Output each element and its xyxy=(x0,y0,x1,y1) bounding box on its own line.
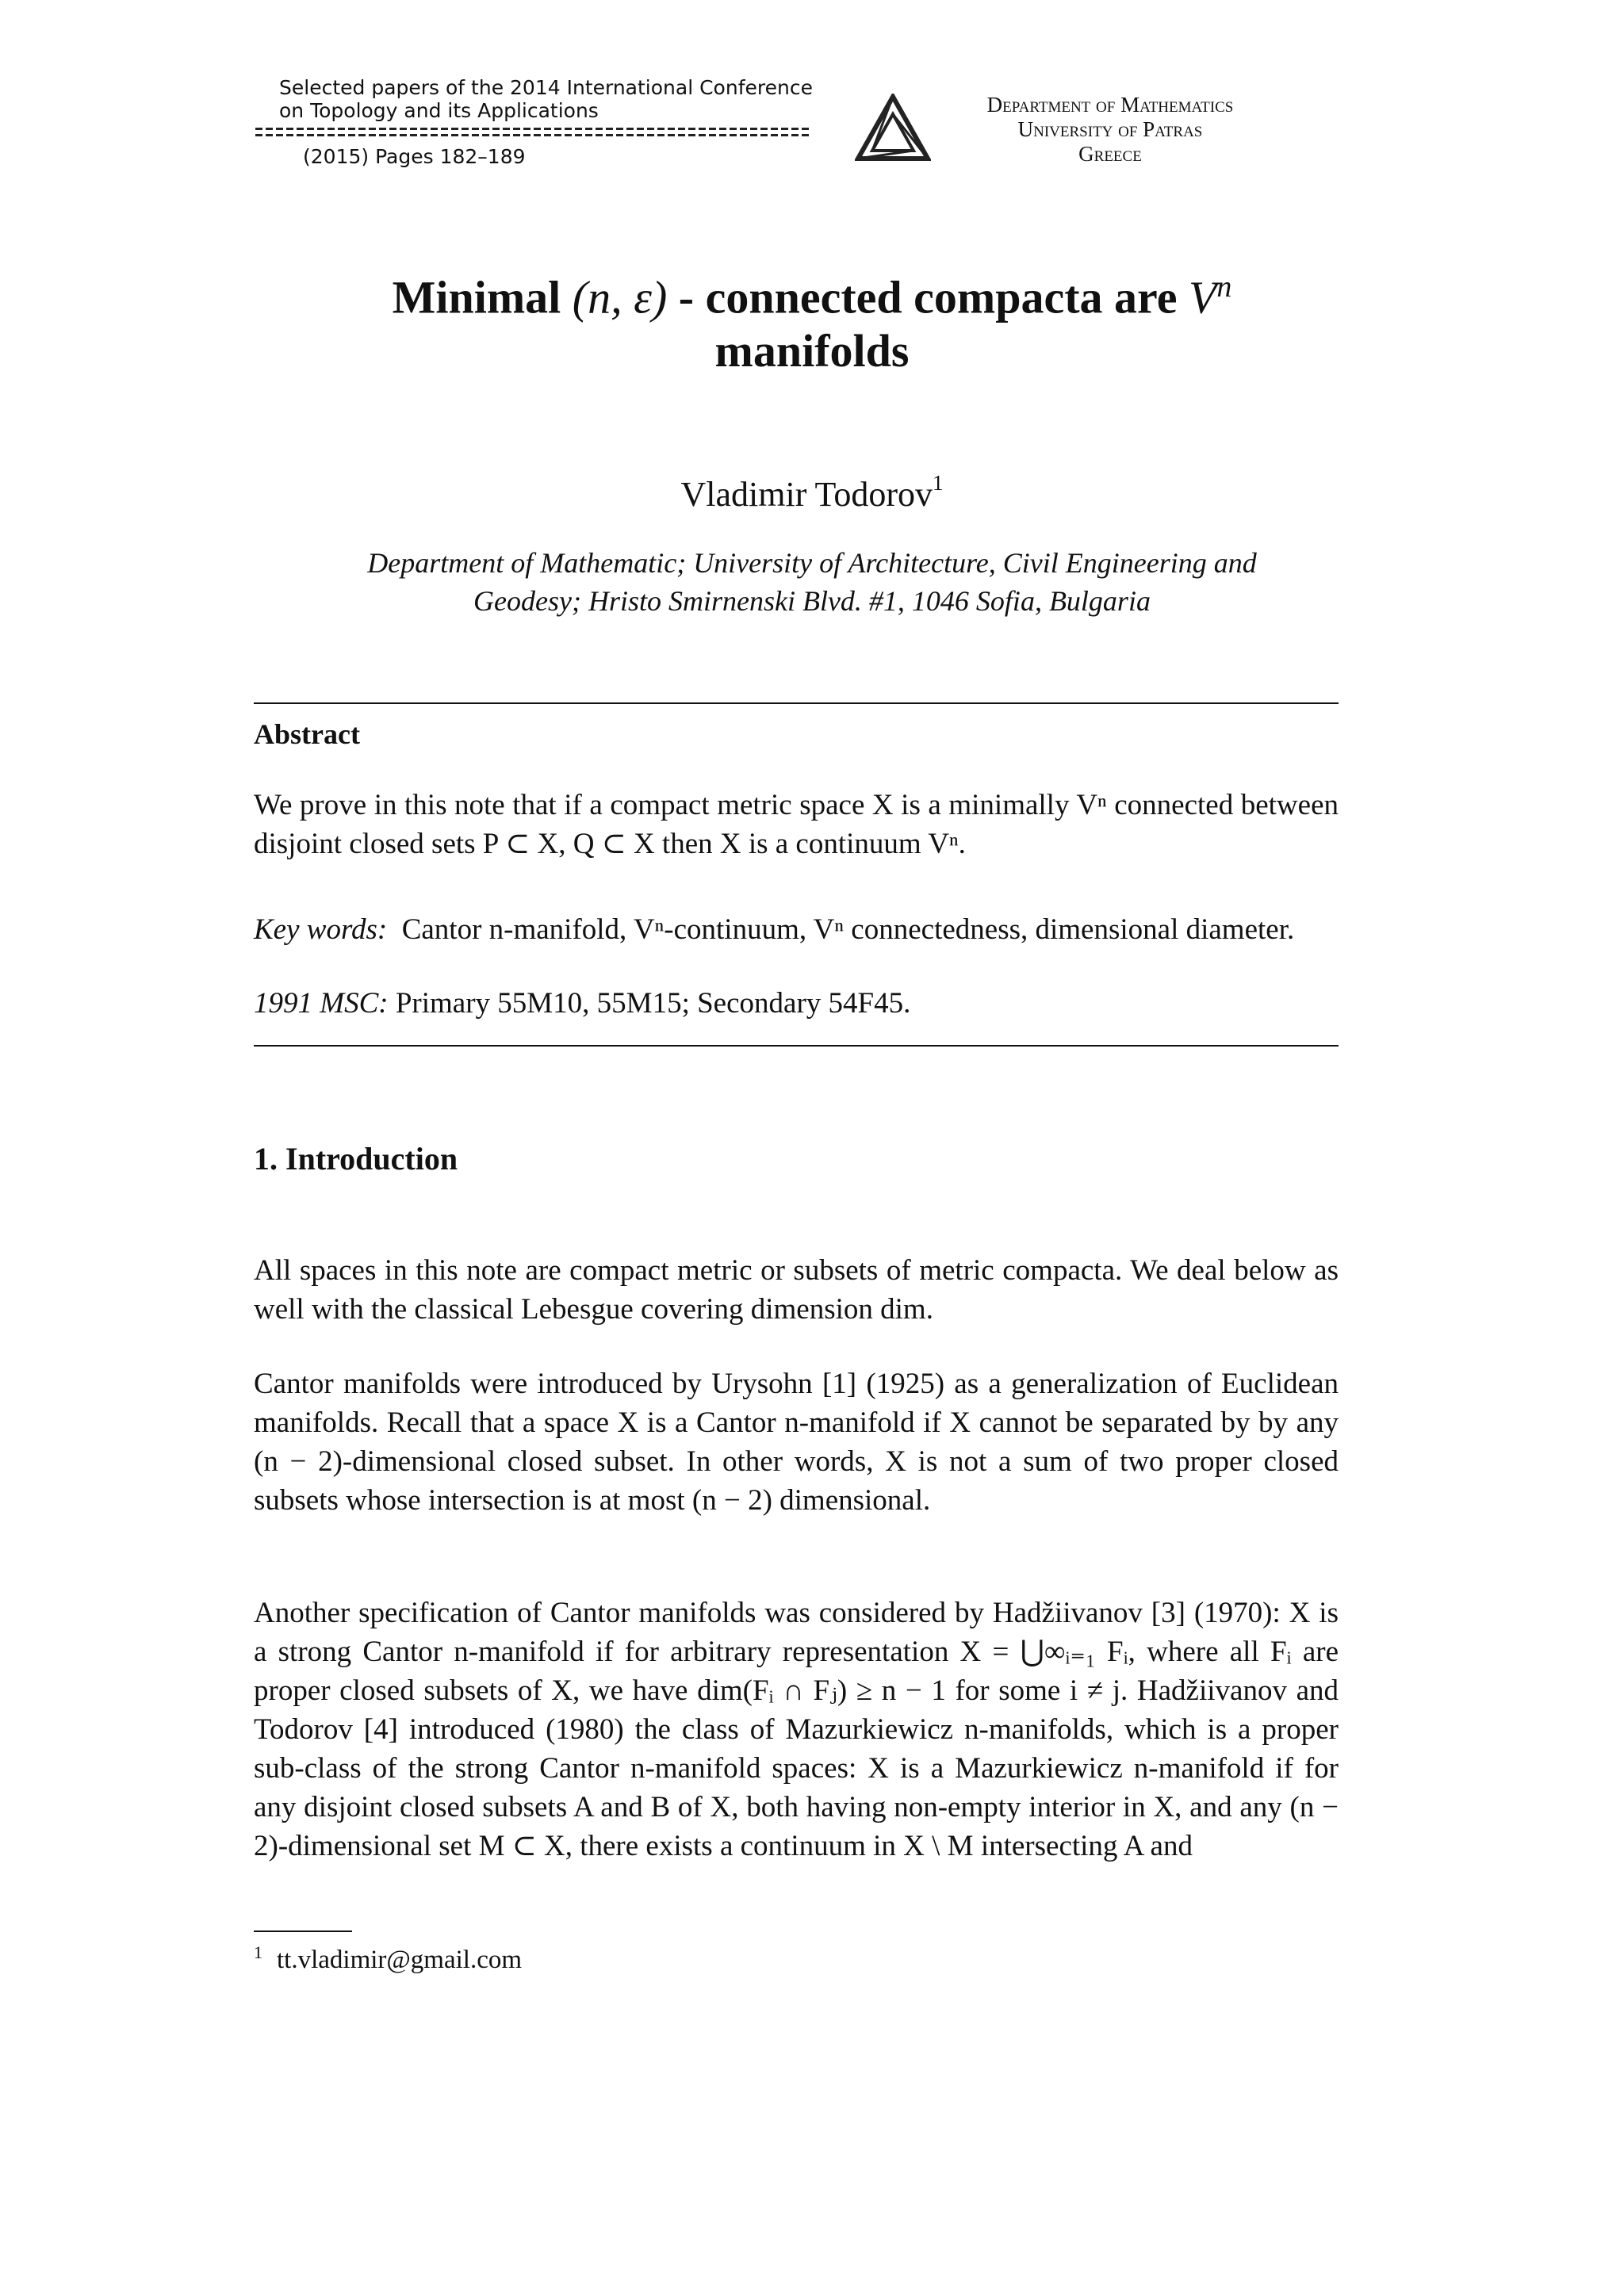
footnote-rule xyxy=(254,1931,352,1932)
conference-pages: (2015) Pages 182–189 xyxy=(303,145,526,168)
paper-title-line-2: manifolds xyxy=(714,325,910,377)
department-line-3: Greece xyxy=(1078,142,1142,166)
intro-paragraph-1: All spaces in this note are compact metric or subsets of metric compacta. We deal below as well with the classical Lebesgue covering dimension dim. xyxy=(254,1254,1339,1326)
msc-classification: 1991 MSC: Primary 55M10, 55M15; Secondary 54F45. xyxy=(254,987,911,1020)
author-affiliation: Department of Mathematic; University of Architecture, Civil Engineering and Geodesy; Hristo Smirnenski Blvd. #1, 1046 Sofia, Bulgaria xyxy=(367,547,1257,617)
abstract-bottom-rule xyxy=(254,1045,1339,1047)
section-heading-introduction: 1. Introduction xyxy=(254,1141,458,1177)
abstract-heading: Abstract xyxy=(254,718,360,750)
conference-line-2: on Topology and its Applications xyxy=(279,99,599,122)
author-email[interactable]: tt.vladimir@gmail.com xyxy=(277,1946,523,1974)
header-dashed-rule xyxy=(255,128,810,136)
footnote: $^1$ tt.vladimir@gmail.com xyxy=(254,1942,523,1974)
keywords: Key words: Cantor n-manifold, Vⁿ-continuum, Vⁿ connectedness, dimensional diameter. xyxy=(254,913,1295,946)
conference-line-1: Selected papers of the 2014 International Conference xyxy=(279,76,813,99)
abstract-text: We prove in this note that if a compact metric space X is a minimally Vⁿ connected between disjoint closed sets P ⊂ X, Q ⊂ X then X is a continuum Vⁿ. xyxy=(254,789,1339,860)
intro-paragraph-3: Another specification of Cantor manifolds was considered by Hadžiivanov [3] (1970): X is a strong Cantor n-manifold if for arbitrary representation X = ⋃∞ᵢ₌₁ Fᵢ, where all Fᵢ are proper closed subsets of X, we have dim(Fᵢ ∩ Fⱼ) ≥ n − 1 for some i ≠ j. Hadžiivanov and Todorov [4] introduced (1980) the class of Mazurkiewicz n-manifolds, which is a proper sub-class of the strong Cantor n-manifold spaces: X is a Mazurkiewicz n-manifold if for any disjoint closed subsets A and B of X, both having non-empty interior in X, and any (n − 2)-dimensional set M ⊂ X, there exists a continuum in X \ M intersecting A and xyxy=(254,1597,1339,1862)
abstract-top-rule xyxy=(254,702,1339,704)
footnote-mark[interactable]: 1 xyxy=(933,471,944,495)
intro-paragraph-2: Cantor manifolds were introduced by Urysohn [1] (1925) as a generalization of Euclidean manifolds. Recall that a space X is a Cantor n-manifold if X cannot be separated by by any (n − 2)-dimensional closed subset. In other words, X is not a sum of two proper closed subsets whose intersection is at most (n − 2) dimensional. xyxy=(254,1368,1339,1517)
paper-title-line-1: Minimal (n, ε) - connected compacta are $V^n$ xyxy=(392,270,1232,323)
author-name: Vladimir Todorov$^1$ xyxy=(680,471,944,514)
department-line-2: University of Patras xyxy=(1017,117,1203,141)
department-line-1: Department of Mathematics xyxy=(986,93,1234,117)
